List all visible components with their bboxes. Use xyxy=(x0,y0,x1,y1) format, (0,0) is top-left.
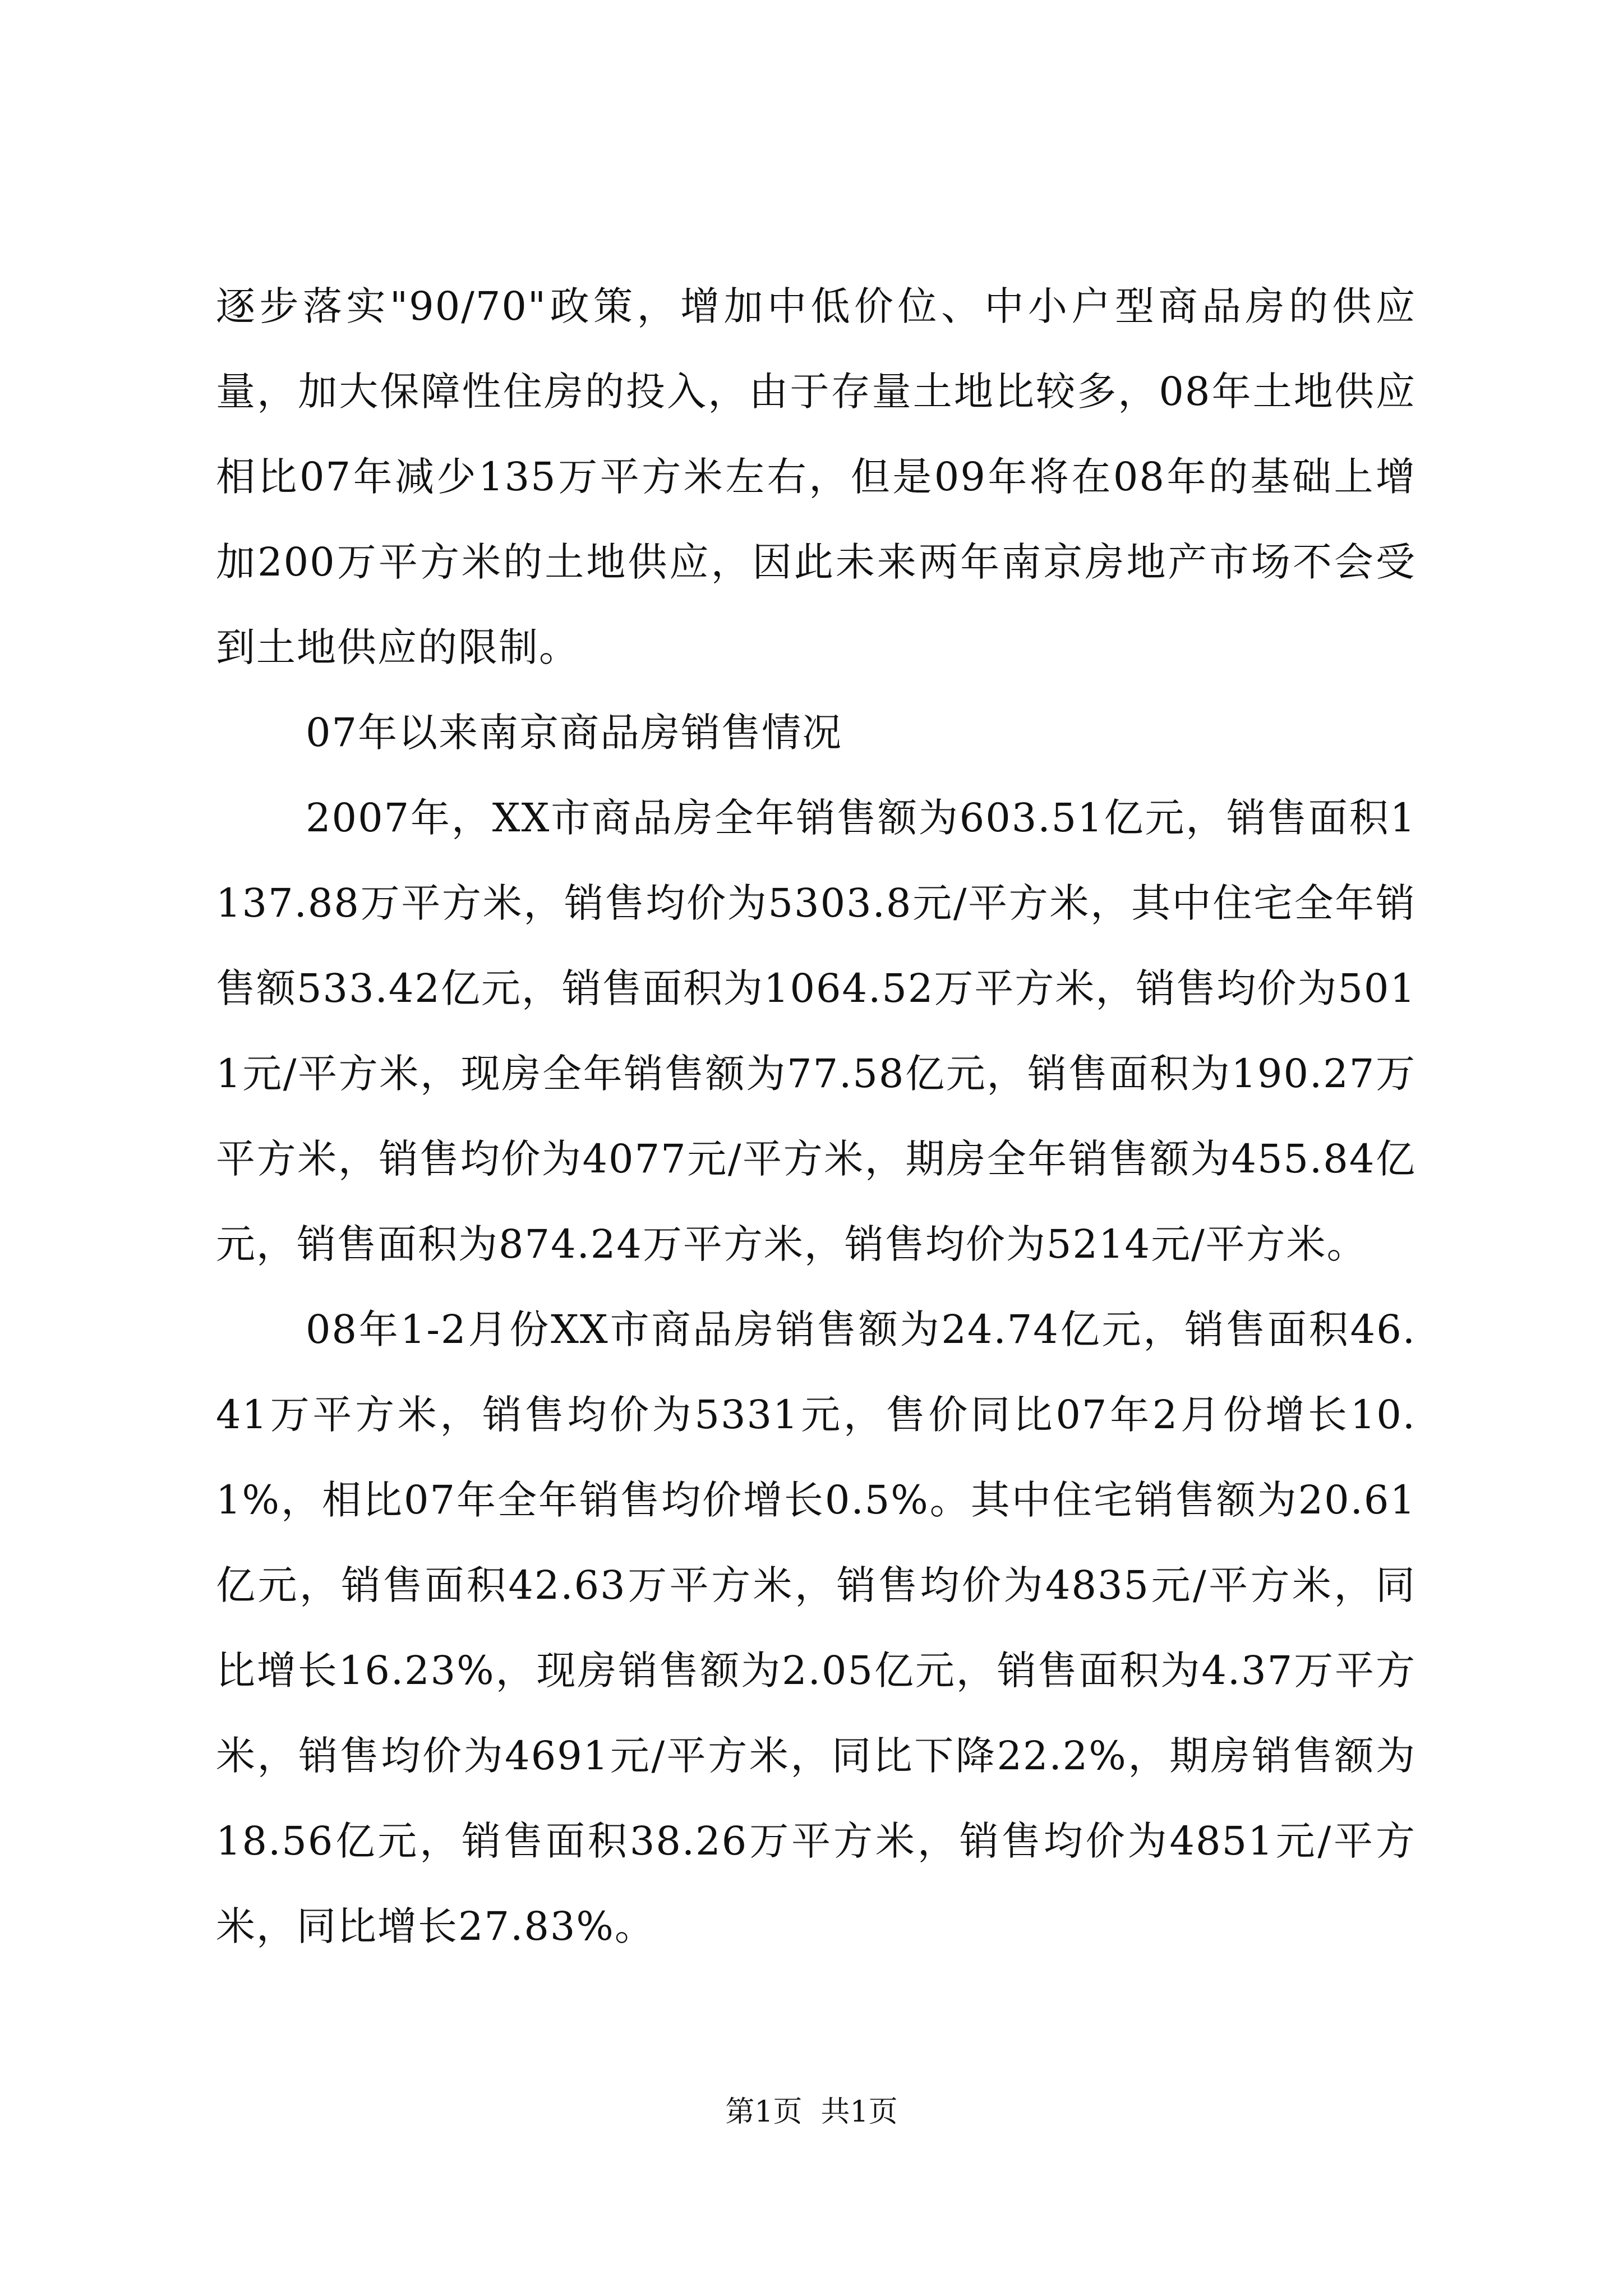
paragraph-2008-sales: 08年1-2月份XX市商品房销售额为24.74亿元，销售面积46.41万平方米，销售均价为5331元，售价同比07年2月份增长10.1%，相比07年全年销售均价增长0.5%。其中住宅销售额为20.61亿元，销售面积42.63万平方米，销售均价为4835元/平方米，同比增长16.23%，现房销售额为2.05亿元，销售面积为4.37万平方米，销售均价为4691元/平方米，同比下降22.2%，期房销售额为18.56亿元，销售面积38.26万平方米，销售均价为4851元/平方米，同比增长27.83%。 xyxy=(216,1306,1416,1949)
document-body xyxy=(216,264,1416,1969)
section-heading-sales: 07年以来南京商品房销售情况 xyxy=(306,710,843,756)
page-number: 第1页 共1页 xyxy=(725,2095,898,2129)
paragraph-policy: 逐步落实"90/70"政策，增加中低价位、中小户型商品房的供应量，加大保障性住房的投入，由于存量土地比较多，08年土地供应相比07年减少135万平方米左右，但是09年将在08年的基础上增加200万平方米的土地供应，因此未来两年南京房地产市场不会受到土地供应的限制。 xyxy=(216,283,1416,670)
page-footer xyxy=(0,2092,1623,2132)
paragraph-2007-sales: 2007年，XX市商品房全年销售额为603.51亿元，销售面积1137.88万平方米，销售均价为5303.8元/平方米，其中住宅全年销售额533.42亿元，销售面积为1064.52万平方米，销售均价为5011元/平方米，现房全年销售额为77.58亿元，销售面积为190.27万平方米，销售均价为4077元/平方米，期房全年销售额为455.84亿元，销售面积为874.24万平方米，销售均价为5214元/平方米。 xyxy=(216,795,1417,1267)
